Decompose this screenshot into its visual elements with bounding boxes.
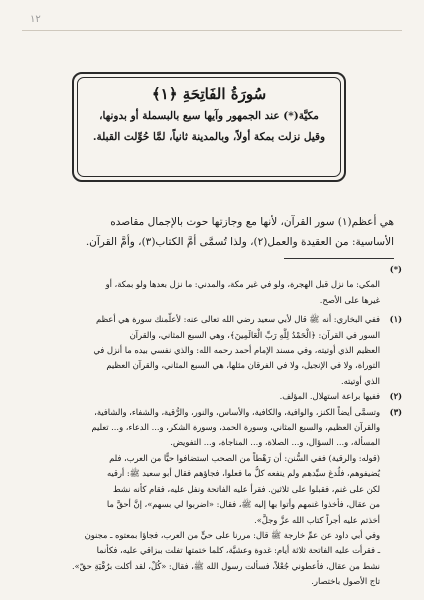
footnote-text: غيرها على الأصح. [319,294,380,305]
intro-line-2: الأساسية: من العقيدة والعمل(٢)، ولذا تُسمَّى أمَّ الكتاب(٣)، وأمَّ القرآن. [85,236,394,248]
footnote-line [28,482,402,497]
footnote-text: وفي أبي داود عن عمِّ خارجة ﷺ قال: مررنا على حيٍّ من العرب، فجاؤا بمعتوه ـ مجنون [84,529,380,540]
intro-line-1: هي أعظم(١) سور القرآن، لأنها مع وجازتها حوت بالإجمال مقاصده [110,216,394,228]
footnote-line [28,405,402,420]
surah-title-frame [72,72,346,182]
footnote-text: التوراة، ولا في الإنجيل، ولا في الفرقان مثلها، هي السبع المثاني، والقرآن العظيم [106,360,380,371]
footnote-line [28,358,402,373]
footnote-line [28,277,402,292]
footnote-text: ففي البخاري: أنه ﷺ قال لأبي سعيد رضي الله تعالى عنه: لأعلّمنك سورة هي أعظم [95,314,380,325]
footnote-text: (قوله: والرقية) ففي السُّنن: أن رَهْطاً من الصحب استضافوا حيًّا من العرب، فلم [109,452,380,463]
footnote-marker: (٢) [389,391,402,402]
footnote-text: والقرآن العظيم، والسبع المثاني، وسورة الحمد، وسورة الشكر، و... الدعاء، و... تعليم [91,422,380,433]
footnote-text: يُضيفوهم، فلُدغ سيِّدهم ولم ينفعه كلُّ ما فعلوا، فجاؤهم فقال أبو سعيد ﷺ: أرقيه [106,468,380,479]
footnote-line [28,559,402,574]
footnote-line [28,497,402,512]
footnote-text: لكن على غنم، فقبلوا على ثلاثين. فقرأ عليه الفاتحة ونفل عليه، فقام كأنه نشط [112,483,380,494]
footnote-text: ـ فقرأت عليه الفاتحة ثلاثة أيام: غدوة وعشيَّة، كلما ختمتها تفلت ببزاقي عليه، فكأنما [96,545,380,556]
footnote-line [28,435,402,450]
surah-header-content [80,82,338,148]
footnote-text: السور في القرآن: ﴿الْحَمْدُ لِلَّهِ رَبِّ الْعَالَمِينَ﴾، وهي السبع المثاني، والقرآن [129,329,380,340]
footnote-text: الذي أوتيته. [340,375,380,386]
footnote-text: تاج الأصول باختصار. [311,576,380,587]
page-number: ١٢ [30,14,41,25]
footnote-text: المسألة، و... السؤال، و... الصلاة، و... المناجاة، و... التفويض. [170,437,380,448]
footnote-line [28,466,402,481]
footnote-separator [284,258,394,259]
footnote-text: نشط من عقال، فأعطوني جُعْلاً، فسألت رسول الله ﷺ، فقال: «كُلْ، لقد أكلت برُقْيَةِ حقّ». [71,560,380,571]
surah-title: سُورَةُ الفَاتِحَةِ ﴿١﴾ [151,85,267,103]
footnotes [28,262,402,590]
footnote-text: وتسمَّى أيضاً الكنز، والوافية، والكافية، والأساس، والنور، والرُّقية، والشفاء، والشافية، [94,406,380,417]
footnote-line [28,374,402,389]
introduction-paragraph [30,212,394,252]
footnote-text: أخذتم عليه أجراً كتاب الله عزَّ وجلَّ». [254,514,380,525]
footnote-line [28,451,402,466]
header-rule [22,30,402,31]
footnote-line [28,420,402,435]
footnote-marker: (١) [389,314,402,325]
footnote-star-line [28,262,402,277]
footnote-line [28,328,402,343]
footnote-text: العظيم الذي أوتيته، وفي مسند الإمام أحمد رحمه الله: والذي نفسي بيده ما أنزل في [93,345,380,356]
footnote-marker: (*) [389,264,402,274]
footnote-line [28,543,402,558]
footnote-line [28,312,402,327]
footnote-line [28,389,402,404]
footnote-line [28,528,402,543]
surah-description-line-2: وقيل نزلت بمكة أولاً، وبالمدينة ثانياً، لمَّا حُوِّلت القبلة. [92,131,326,143]
footnote-line [28,343,402,358]
footnote-line [28,293,402,308]
footnote-line [28,574,402,589]
footnote-text: من عقال، فأخذوا غنمهم وأتوا بها إليه ﷺ، فقال: «اضربوا لي بسهم»، إنَّ أحقَّ ما [106,499,380,510]
footnote-line [28,513,402,528]
footnote-text: المكي: ما نزل قبل الهجرة، ولو في غير مكة، والمدني: ما نزل بعدها ولو بمكة، أو [105,279,380,290]
footnote-text: ففيها براعة استهلال. المؤلف. [279,391,380,402]
footnote-marker: (٣) [389,406,402,417]
surah-description-line-1: مكيَّة(*) عند الجمهور وآيها سبع بالبسملة أو بدونها، [99,110,319,122]
